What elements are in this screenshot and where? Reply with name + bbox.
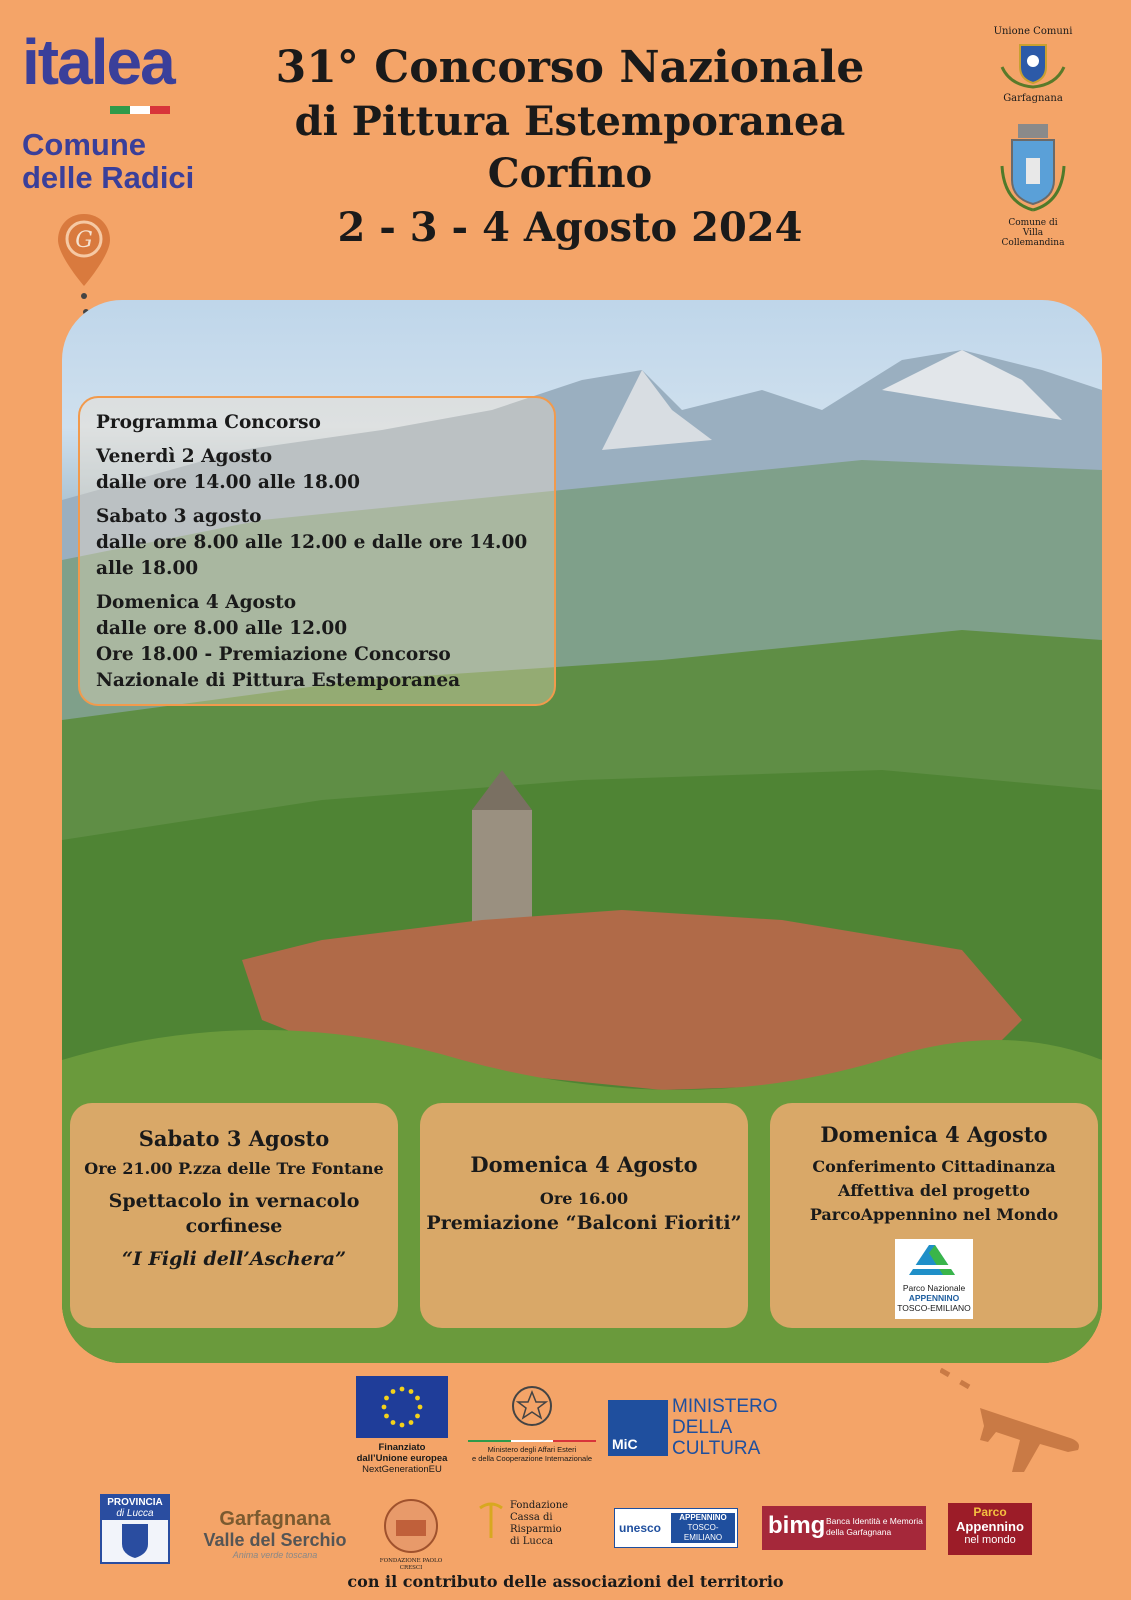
provincia-shield-icon [102,1520,168,1560]
eu-stars-icon [356,1376,448,1438]
event-3-line-3: ParcoAppennino nel Mondo [809,1205,1059,1224]
title-dates: 2 - 3 - 4 Agosto 2024 [337,204,803,251]
villa-collemandina-crest [990,122,1076,248]
garfagnana-line-2: Valle del Serchio [203,1530,347,1550]
program-day-1: Venerdì 2 Agosto [96,446,273,467]
unesco-line-3: TOSCO-EMILIANO [683,1523,723,1542]
fondazione-cresci-caption: FONDAZIONE PAOLO CRESCI [379,1558,443,1571]
event-2-heading: Domenica 4 Agosto [470,1152,698,1177]
mic-badge-text: MiC [612,1436,638,1452]
parco-logo-line-3: TOSCO-EMILIANO [897,1303,971,1313]
garfagnana-line-1: Garfagnana [219,1508,331,1530]
bimg-logo-text: bimg [768,1512,826,1539]
program-day-2: Sabato 3 agosto [96,506,262,527]
event-2-time: Ore 16.00 [539,1189,629,1208]
title-line-1: 31° Concorso Nazionale [275,42,865,93]
mic-logo [608,1400,668,1456]
italian-flag-stripe [110,106,170,114]
pam-line-3: nel mondo [964,1534,1016,1546]
unesco-appennino-logo [614,1508,738,1548]
crest1-top-text: Unione Comuni [993,26,1073,37]
event-3-line-2: Affettiva del progetto [838,1181,1030,1200]
bimg-logo [762,1506,926,1550]
program-title: Programma Concorso [96,412,321,433]
mic-line-1: MINISTERO [672,1396,778,1417]
mic-line-3: CULTURA [672,1438,761,1459]
fondazione-crl-logo [476,1500,596,1548]
crest2-caption-2: Villa Collemandina [1001,228,1065,248]
event-1-heading: Sabato 3 Agosto [138,1126,330,1151]
title-line-2: di Pittura Estemporanea [294,98,846,145]
fondazione-cresci-emblem-icon [376,1498,446,1554]
pam-line-1: Parco [973,1505,1007,1519]
mic-line-2: DELLA [672,1417,733,1438]
airplane-icon [940,1368,1090,1498]
event-3-heading: Domenica 4 Agosto [820,1122,1048,1147]
italian-republic-emblem-icon [510,1384,554,1428]
pam-line-2: Appennino [956,1519,1024,1534]
program-box [78,396,556,706]
program-day-2-hours-cont: alle 18.00 [96,558,199,579]
bimg-line-2: della Garfagnana [826,1527,892,1537]
program-day-3-award: Ore 18.00 - Premiazione Concorso [96,644,451,665]
pin-letter: G [75,228,93,253]
fondazione-crl-icon [476,1500,506,1540]
maeci-caption-2: e della Cooperazione Internazionale [471,1454,593,1463]
fcr-line-1: Fondazione [510,1500,569,1511]
event-1-line-1: Spettacolo in vernacolo [108,1190,360,1212]
fondazione-cresci-logo [376,1498,446,1571]
event-1-time: Ore 21.00 P.zza delle Tre Fontane [84,1159,384,1178]
garfagnana-logo [200,1508,350,1561]
bimg-line-1: Banca Identità e Memoria [826,1516,923,1526]
ministero-cultura-text [672,1396,778,1459]
parco-appennino-logo [895,1239,973,1319]
event-card-domenica-balconi [420,1103,748,1328]
unesco-line-2: APPENNINO [679,1513,727,1522]
provincia-line-1: PROVINCIA [107,1497,163,1508]
comune-delle-radici [22,128,194,194]
parco-appennino-mondo-logo [948,1503,1032,1555]
eu-flag-logo [356,1376,448,1438]
eu-caption-1: Finanziato [378,1442,426,1453]
municipal-shield-icon [990,122,1076,214]
parco-logo-line-1: Parco Nazionale [902,1283,966,1293]
comune-line-1: Comune [22,127,146,162]
crest1-bottom-text: Garfagnana [1003,93,1063,104]
provincia-lucca-logo [100,1494,170,1564]
event-card-sabato [70,1103,398,1328]
event-2-line-1: Premiazione “Balconi Fioriti” [426,1212,742,1234]
maeci-caption-1: Ministero degli Affari Esteri [487,1445,577,1454]
event-1-group: “I Figli dell’Aschera” [121,1248,347,1270]
eu-caption-3: NextGenerationEU [362,1464,442,1475]
parco-logo-line-2: APPENNINO [908,1293,960,1303]
event-3-line-1: Conferimento Cittadinanza [812,1157,1056,1176]
program-day-2-hours: dalle ore 8.00 alle 12.00 e dalle ore 14.00 [96,532,528,553]
fcr-line-2: Cassa di Risparmio [510,1512,562,1535]
italea-logo: italea [22,26,174,98]
unione-comuni-crest [990,26,1076,106]
event-card-domenica-cittadinanza [770,1103,1098,1328]
crest-shield-icon [990,37,1076,89]
map-pin-icon [56,212,112,288]
fcr-line-3: di Lucca [510,1536,554,1547]
provincia-line-2: di Lucca [116,1508,154,1519]
maeci-caption [468,1440,596,1463]
unesco-text: unesco [619,1521,662,1535]
program-day-3-hours: dalle ore 8.00 alle 12.00 [96,618,348,639]
program-day-3-award-cont: Nazionale di Pittura Estemporanea [96,670,461,691]
page-title [230,42,910,254]
event-1-line-2: corfinese [185,1215,283,1237]
crest2-caption-1: Comune di [1008,218,1058,228]
eu-caption [330,1442,474,1475]
comune-line-2: delle Radici [22,160,195,195]
eu-caption-2: dall’Unione europea [356,1453,448,1464]
garfagnana-line-3: Anima verde toscana [232,1550,318,1560]
parco-mountain-icon [895,1239,973,1279]
title-line-3: Corfino [487,150,653,197]
footer-credits: con il contributo delle associazioni del territorio [347,1572,784,1591]
program-day-3: Domenica 4 Agosto [96,592,297,613]
program-day-1-hours: dalle ore 14.00 alle 18.00 [96,472,361,493]
